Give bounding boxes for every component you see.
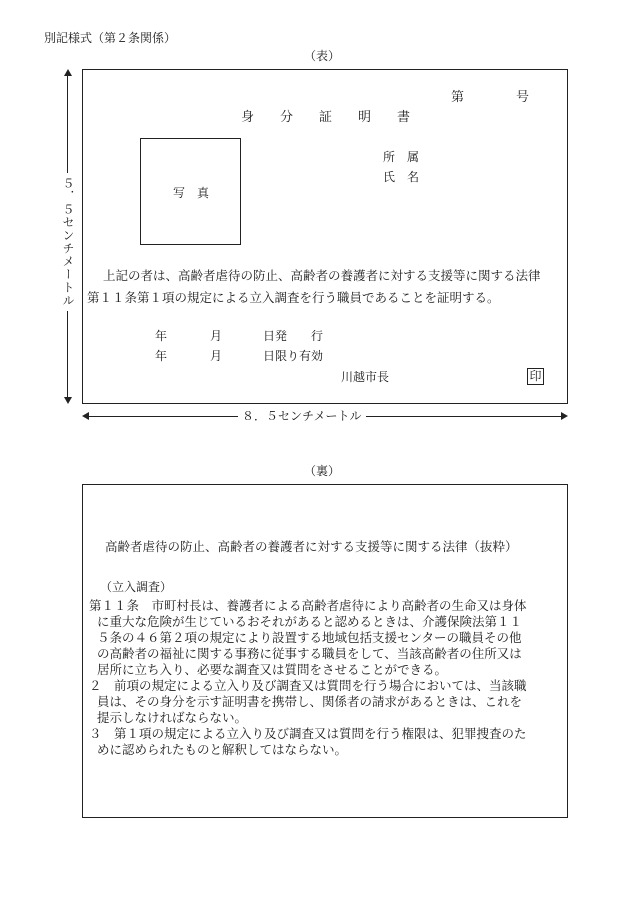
section-heading: （立入調査） [100, 580, 173, 594]
photo-box [140, 138, 241, 245]
id-card-title: 身分証明書 [241, 110, 437, 125]
issuer-name: 川越市長 [341, 370, 390, 384]
back-side-label: （裏） [304, 464, 341, 478]
number-dai: 第 [451, 90, 465, 105]
width-dimension-label: ８．５センチメートル [238, 409, 366, 424]
arrow-up-icon [64, 69, 72, 76]
issue-year: 年 [155, 329, 168, 343]
seal-mark: 印 [527, 368, 544, 385]
height-dimension-label: ５．５センチメートル [60, 173, 77, 311]
law-line: ３ 第１項の規定による立入り及び調査又は質問を行う権限は、犯罪捜査のた [89, 726, 527, 741]
law-line: 居所に立ち入り、必要な調査又は質問をさせることができる。 [97, 662, 448, 677]
issue-month: 月 [210, 329, 223, 343]
law-line: に重大な危険が生じているおそれがあると認めるときは、介護保険法第１１ [97, 614, 523, 629]
certification-line-2: 第１１条第１項の規定による立入調査を行う職員であることを証明する。 [87, 290, 500, 305]
form-title: 別記様式（第２条関係） [44, 31, 177, 45]
name-label: 氏 名 [383, 170, 420, 184]
id-card-front [82, 69, 568, 404]
certification-line-1: 上記の者は、高齢者虐待の防止、高齢者の養護者に対する支援等に関する法律 [103, 268, 541, 283]
id-card-back [82, 484, 568, 818]
front-side-label: （表） [304, 49, 341, 63]
arrow-left-icon [82, 412, 89, 420]
arrow-down-icon [64, 397, 72, 404]
law-line: 員は、その身分を示す証明書を携帯し、関係者の請求があるときは、これを [97, 694, 523, 709]
law-line: ５条の４６第２項の規定により設置する地域包括支援センターの職員その他 [97, 630, 522, 645]
affiliation-label: 所 属 [383, 150, 420, 164]
expire-day: 日限り有効 [263, 349, 324, 363]
issue-day: 日発 行 [263, 329, 324, 343]
arrow-right-icon [561, 412, 568, 420]
expire-month: 月 [210, 349, 223, 363]
law-line: 第１１条 市町村長は、養護者による高齢者虐待により高齢者の生命又は身体 [89, 598, 527, 613]
law-title: 高齢者虐待の防止、高齢者の養護者に対する支援等に関する法律（抜粋） [105, 539, 518, 554]
photo-label: 写 真 [173, 186, 210, 200]
number-go: 号 [516, 90, 530, 105]
law-line: の高齢者の福祉に関する事務に従事する職員をして、当該高齢者の住所又は [97, 646, 522, 661]
law-line: めに認められたものと解釈してはならない。 [97, 742, 348, 757]
law-line: 提示しなければならない。 [97, 710, 248, 725]
expire-year: 年 [155, 349, 168, 363]
law-line: ２ 前項の規定による立入り及び調査又は質問を行う場合においては、当該職 [89, 678, 527, 693]
